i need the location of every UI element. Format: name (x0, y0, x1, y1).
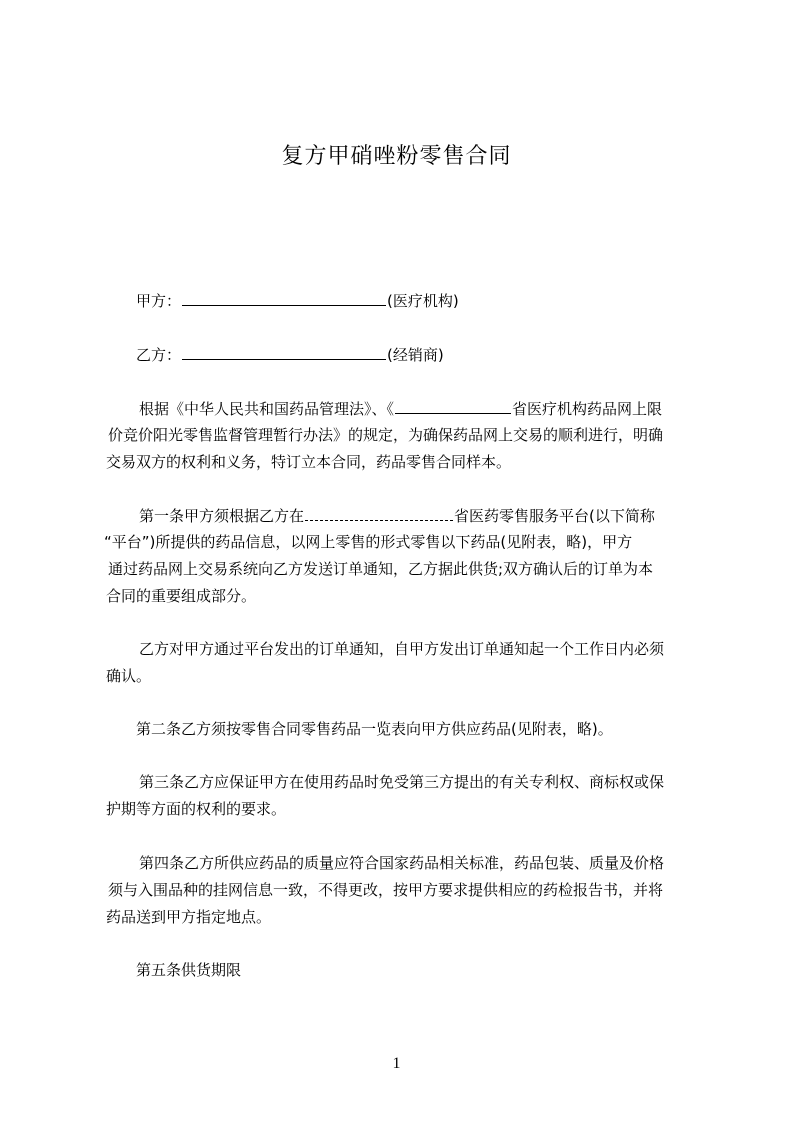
party-b-line (136, 344, 736, 365)
article-3-line-2: 护期等方面的权利的要求。 (106, 800, 287, 818)
article-2-line-1: 第二条乙方须按零售合同零售药品一览表向甲方供应药品(见附表，略)。 (136, 720, 613, 738)
page-number: 1 (392, 1055, 401, 1072)
party-a-line (136, 290, 736, 311)
party-b-suffix: (经销商) (387, 346, 444, 364)
confirm-line-2: 确认。 (106, 667, 152, 685)
contract-title: 复方甲硝唑粉零售合同 (281, 144, 512, 169)
party-a-suffix: (医疗机构) (387, 292, 459, 310)
article-4-line-2: 须与入围品种的挂网信息一致，不得更改，按甲方要求提供相应的药检报告书，并将 (108, 881, 664, 899)
article-3-line-1: 第三条乙方应保证甲方在使用药品时免受第三方提出的有关专利权、商标权或保 (139, 773, 665, 791)
preamble-line-2: 价竞价阳光零售监督管理暂行办法》的规定，为确保药品网上交易的顺利进行，明确 (108, 426, 664, 444)
article-1-line-2: “平台”)所提供的药品信息，以网上零售的形式零售以下药品(见附表，略)，甲方 (104, 533, 633, 551)
preamble-text-1a: 根据《中华人民共和国药品管理法》、《 (139, 400, 395, 418)
article-1-line-3: 通过药品网上交易系统向乙方发送订单通知，乙方据此供货;双方确认后的订单为本 (108, 560, 654, 578)
article-5-line-1: 第五条供货期限 (136, 961, 242, 979)
article-1-line-4: 合同的重要组成部分。 (106, 587, 257, 605)
preamble-text-1b: 省医疗机构药品网上限 (512, 400, 663, 418)
party-b-blank (182, 344, 386, 360)
province-blank-1 (395, 398, 511, 414)
province-blank-2 (305, 505, 453, 521)
preamble-line-3: 交易双方的权利和义务，特订立本合同，药品零售合同样本。 (106, 453, 512, 471)
article-4-line-1: 第四条乙方所供应药品的质量应符合国家药品相关标准，药品包装、质量及价格 (139, 854, 665, 872)
confirm-line-1: 乙方对甲方通过平台发出的订单通知，自甲方发出订单通知起一个工作日内必须 (139, 640, 665, 658)
party-a-label: 甲方： (136, 292, 182, 310)
preamble-line-1 (139, 398, 739, 419)
article-1-line-1 (139, 505, 739, 526)
article-1-text-1b: 省医药零售服务平台(以下简称 (454, 507, 655, 525)
party-a-blank (182, 290, 386, 306)
article-1-text-1a: 第一条甲方须根据乙方在 (139, 507, 305, 525)
party-b-label: 乙方： (136, 346, 182, 364)
article-4-line-3: 药品送到甲方指定地点。 (106, 908, 272, 926)
